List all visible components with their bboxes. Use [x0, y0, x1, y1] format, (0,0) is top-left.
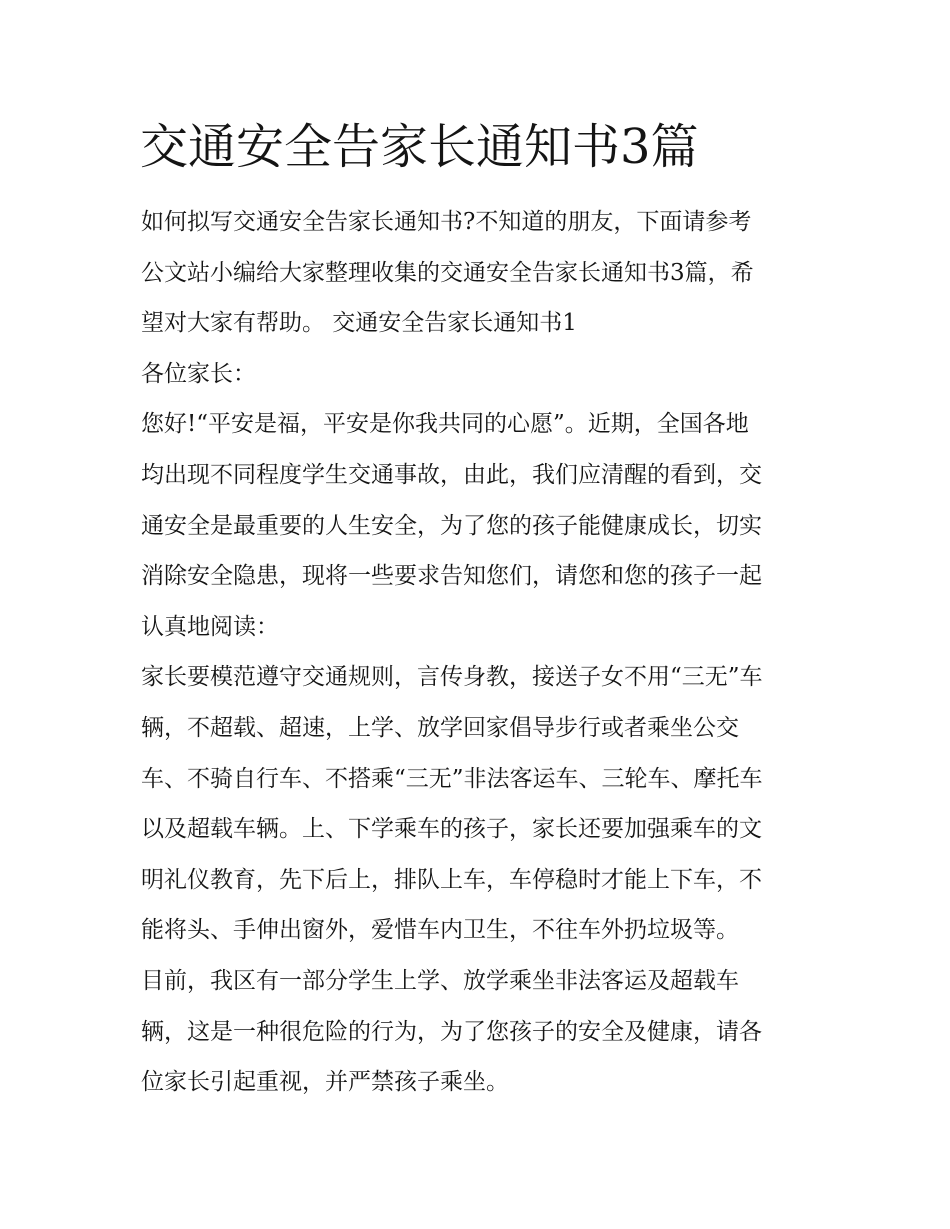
salutation-paragraph [141, 349, 813, 400]
text-line: 目前，我区有一部分学生上学、放学乘坐非法客运及超载车 [141, 967, 739, 994]
text-line: 消除安全隐患，现将一些要求告知您们，请您和您的孩子一起 [141, 563, 762, 590]
text-line: 您好!“平安是福，平安是你我共同的心愿”。近期，全国各地 [141, 411, 749, 438]
text-line: 明礼仪教育，先下后上，排队上车，车停稳时才能上下车，不 [141, 866, 762, 893]
text-line: 各位家长： [141, 360, 256, 387]
text-line: 位家长引起重视，并严禁孩子乘坐。 [141, 1069, 509, 1096]
greeting-paragraph [141, 399, 813, 652]
current-situation-paragraph [141, 956, 813, 1108]
text-line: 认真地阅读： [141, 613, 279, 640]
text-line: 通安全是最重要的人生安全，为了您的孩子能健康成长，切实 [141, 512, 762, 539]
text-line: 以及超载车辆。上、下学乘车的孩子，家长还要加强乘车的文 [141, 816, 762, 843]
text-line: 家长要模范遵守交通规则，言传身教，接送子女不用“三无”车 [141, 664, 763, 691]
text-line: 辆，不超载、超速，上学、放学回家倡导步行或者乘坐公交 [141, 714, 739, 741]
text-line: 如何拟写交通安全告家长通知书?不知道的朋友，下面请参考 [141, 209, 752, 235]
text-line: 能将头、手伸出窗外，爱惜车内卫生，不往车外扔垃圾等。 [141, 917, 739, 944]
text-line: 辆，这是一种很危险的行为，为了您孩子的安全及健康，请各 [141, 1018, 762, 1045]
text-line: 均出现不同程度学生交通事故，由此，我们应清醒的看到，交 [141, 461, 762, 488]
text-line: 车、不骑自行车、不搭乘“三无”非法客运车、三轮车、摩托车 [141, 765, 763, 792]
text-line: 公文站小编给大家整理收集的交通安全告家长通知书3篇，希 [141, 259, 754, 286]
document-body [141, 197, 813, 1108]
text-line: 望对大家有帮助。 交通安全告家长通知书1 [141, 310, 577, 337]
parent-rules-paragraph [141, 652, 813, 956]
intro-paragraph [141, 197, 813, 349]
document-title: 交通安全告家长通知书3篇 [140, 119, 699, 175]
